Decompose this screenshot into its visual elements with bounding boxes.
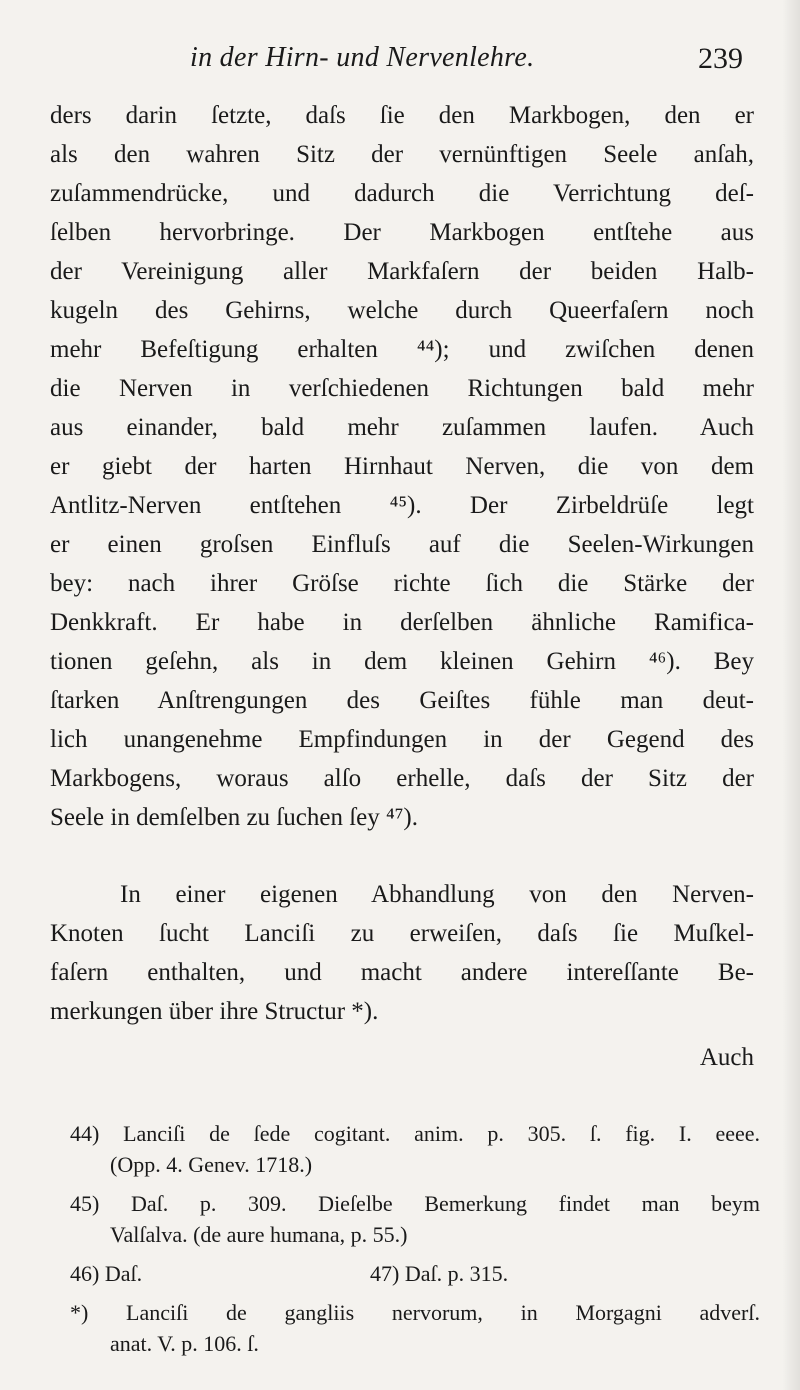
text-line: mehr Befeſtigung erhalten ⁴⁴); und zwiſchen denen [50, 336, 754, 363]
footnote-44 [70, 1118, 760, 1180]
running-title: in der Hirn- und Nervenlehre. [190, 42, 535, 73]
text-line: ſtarken Anſtrengungen des Geiſtes fühle man deut- [50, 687, 754, 714]
footnote-47: 47) Daſ. p. 315. [370, 1261, 509, 1286]
paragraph-1 [50, 96, 754, 837]
footnote-line: *) Lanciſi de gangliis nervorum, in Morgagni adverſ. [70, 1300, 760, 1325]
text-line: der Vereinigung aller Markfaſern der beiden Halb- [50, 258, 754, 285]
footnote-line: 45) Daſ. p. 309. Dieſelbe Bemerkung findet man beym [70, 1191, 760, 1216]
main-text [50, 96, 754, 1031]
text-line: die Nerven in verſchiedenen Richtungen bald mehr [50, 375, 754, 402]
text-line: Denkkraft. Er habe in derſelben ähnliche Ramifica- [50, 609, 754, 636]
text-line: Antlitz-Nerven entſtehen ⁴⁵). Der Zirbeldrüſe legt [50, 492, 754, 519]
text-line: als den wahren Sitz der vernünftigen Seele anſah, [50, 141, 754, 168]
paragraph-2 [50, 875, 754, 1031]
text-line: ſelben hervorbringe. Der Markbogen entſtehe aus [50, 219, 754, 246]
footnote-line: Valſalva. (de aure humana, p. 55.) [110, 1222, 408, 1247]
text-line: ders darin ſetzte, daſs ſie den Markbogen, den er [50, 102, 754, 129]
footnote-line: (Opp. 4. Genev. 1718.) [110, 1152, 313, 1177]
text-line: er giebt der harten Hirnhaut Nerven, die von dem [50, 453, 754, 480]
text-line: faſern enthalten, und macht andere intereſſante Be- [50, 959, 754, 986]
footnote-line: anat. V. p. 106. ſ. [110, 1331, 259, 1356]
footnote-45 [70, 1188, 760, 1250]
text-line: Markbogens, woraus alſo erhelle, daſs der Sitz der [50, 765, 754, 792]
footnote-star [70, 1297, 760, 1359]
text-line: aus einander, bald mehr zuſammen laufen. Auch [50, 414, 754, 441]
footnotes [70, 1118, 760, 1359]
catchword: Auch [699, 1044, 754, 1071]
text-line: In einer eigenen Abhandlung von den Nerven- [120, 881, 754, 908]
footnote-46-47-row [70, 1258, 760, 1289]
footnote-46: 46) Daſ. [70, 1261, 143, 1286]
page-edge-shadow [782, 0, 800, 1390]
text-line: lich unangenehme Empfindungen in der Gegend des [50, 726, 754, 753]
text-line: Seele in demſelben zu ſuchen ſey ⁴⁷). [50, 804, 418, 831]
text-line: zuſammendrücke, und dadurch die Verrichtung deſ- [50, 180, 754, 207]
page-number: 239 [698, 42, 743, 75]
page-header [0, 38, 800, 78]
footnote-line: 44) Lanciſi de ſede cogitant. anim. p. 305. ſ. fig. I. eeee. [70, 1121, 760, 1146]
text-line: tionen geſehn, als in dem kleinen Gehirn ⁴⁶). Bey [50, 648, 754, 675]
text-line: merkungen über ihre Structur *). [50, 998, 379, 1025]
text-line: Knoten ſucht Lanciſi zu erweiſen, daſs ſie Muſkel- [50, 920, 754, 947]
text-line: kugeln des Gehirns, welche durch Queerfaſern noch [50, 297, 754, 324]
text-line: er einen groſsen Einfluſs auf die Seelen-Wirkungen [50, 531, 754, 558]
text-line: bey: nach ihrer Gröſse richte ſich die Stärke der [50, 570, 754, 597]
